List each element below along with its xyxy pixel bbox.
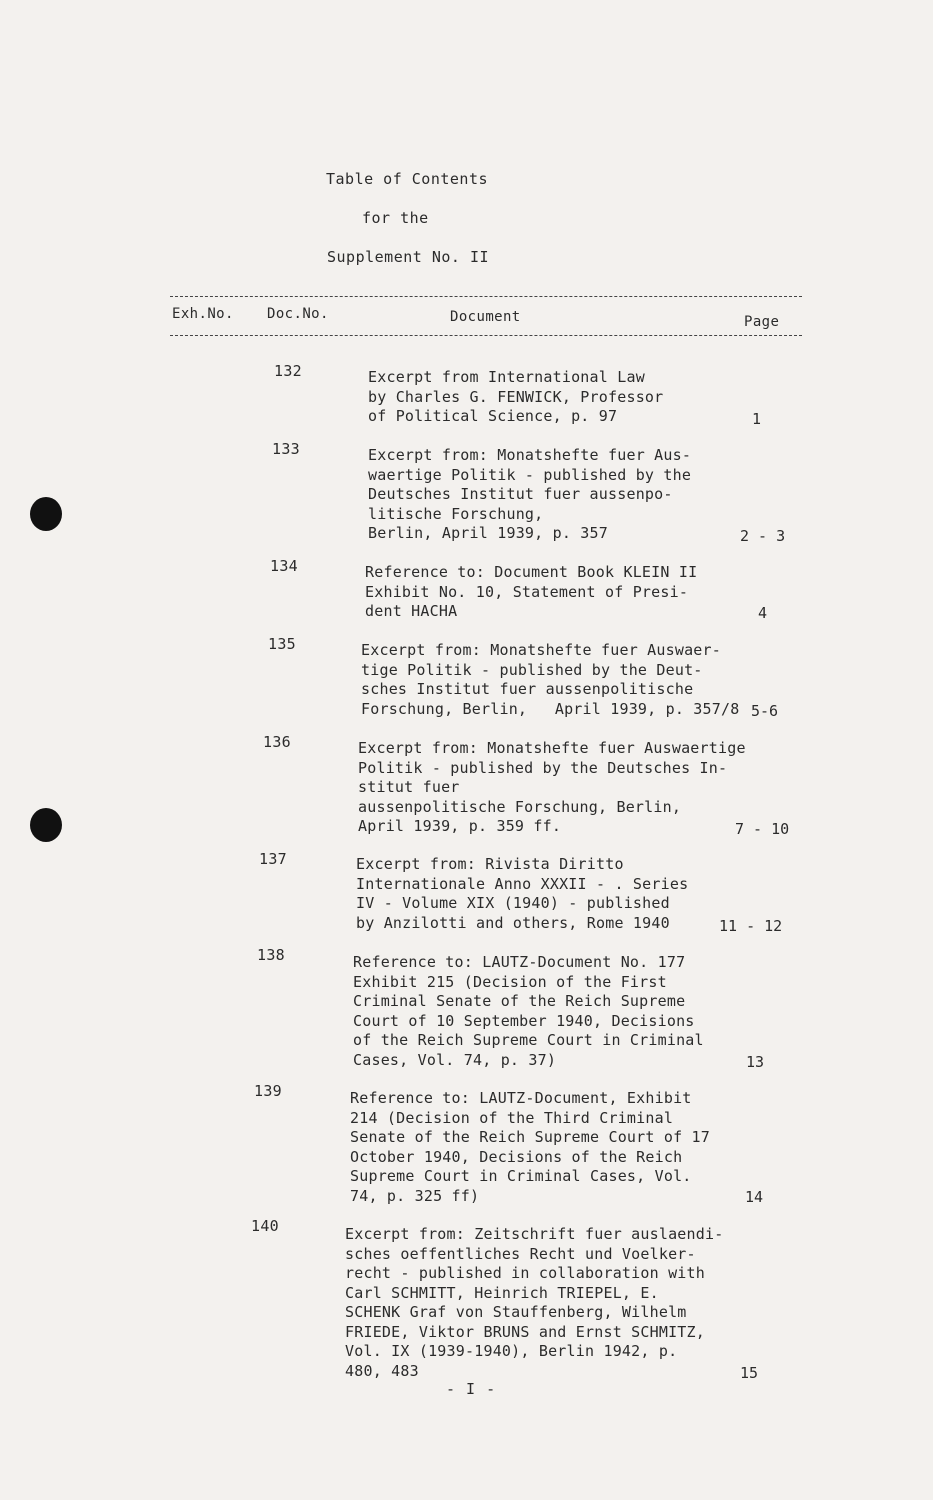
page-reference: 2 - 3 bbox=[740, 527, 786, 545]
description-line: Forschung, Berlin, April 1939, p. 357/8 bbox=[361, 699, 740, 718]
page-reference: 13 bbox=[746, 1053, 765, 1071]
doc-number: 133 bbox=[272, 440, 300, 458]
doc-number: 138 bbox=[257, 946, 285, 964]
description-line: Reference to: LAUTZ-Document No. 177 bbox=[353, 953, 686, 971]
description-line: Excerpt from: Monatshefte fuer Auswaertige bbox=[358, 739, 746, 757]
description-line: of Political Science, p. 97 bbox=[368, 407, 618, 425]
punch-hole bbox=[30, 497, 62, 531]
description-line: by Anzilotti and others, Rome 1940 bbox=[356, 913, 670, 932]
description-line: Reference to: Document Book KLEIN II bbox=[365, 563, 698, 581]
document-description bbox=[356, 855, 688, 933]
header-document: Document bbox=[450, 309, 521, 325]
doc-number: 140 bbox=[251, 1217, 279, 1235]
page-reference: 4 bbox=[758, 604, 768, 622]
header-page: Page bbox=[744, 314, 780, 330]
description-line: stitut fuer bbox=[358, 778, 460, 796]
description-line: by Charles G. FENWICK, Professor bbox=[368, 387, 664, 406]
description-line: IV - Volume XIX (1940) - published bbox=[356, 894, 670, 912]
description-line: sches oeffentliches Recht und Voelker- bbox=[345, 1244, 696, 1263]
page-reference: 7 - 10 bbox=[735, 820, 790, 838]
doc-number: 137 bbox=[259, 850, 287, 868]
document-description bbox=[353, 953, 704, 1070]
title-line-1: Table of Contents bbox=[326, 170, 489, 188]
doc-number: 136 bbox=[263, 733, 291, 751]
doc-number: 132 bbox=[274, 362, 302, 380]
description-line: sches Institut fuer aussenpolitische bbox=[361, 680, 694, 698]
description-line: Cases, Vol. 74, p. 37) bbox=[353, 1050, 557, 1069]
page-reference: 15 bbox=[740, 1364, 759, 1382]
header-doc-no: Doc.No. bbox=[267, 306, 329, 322]
description-line: Vol. IX (1939-1940), Berlin 1942, p. bbox=[345, 1342, 678, 1360]
page-reference: 5-6 bbox=[751, 702, 779, 720]
title-line-3: Supplement No. II bbox=[327, 248, 490, 266]
description-line: Berlin, April 1939, p. 357 bbox=[368, 524, 608, 542]
punch-hole bbox=[30, 808, 62, 842]
header-exh-no: Exh.No. bbox=[172, 306, 234, 322]
document-description bbox=[358, 739, 746, 837]
table-header-rule bbox=[170, 335, 802, 336]
description-line: Politik - published by the Deutsches In- bbox=[358, 758, 728, 777]
description-line: Excerpt from: Monatshefte fuer Auswaer- bbox=[361, 641, 721, 659]
description-line: Internationale Anno XXXII - . Series bbox=[356, 874, 689, 893]
description-line: FRIEDE, Viktor BRUNS and Ernst SCHMITZ, bbox=[345, 1322, 705, 1341]
description-line: Excerpt from: Monatshefte fuer Aus- bbox=[368, 446, 692, 464]
description-line: Court of 10 September 1940, Decisions bbox=[353, 1011, 695, 1030]
description-line: Exhibit 215 (Decision of the First bbox=[353, 972, 667, 991]
document-description bbox=[361, 641, 739, 719]
title-line-2: for the bbox=[362, 209, 429, 227]
table-top-rule bbox=[170, 296, 802, 297]
doc-number: 134 bbox=[270, 557, 298, 575]
description-line: October 1940, Decisions of the Reich bbox=[350, 1147, 683, 1166]
document-description bbox=[365, 563, 697, 622]
description-line: Exhibit No. 10, Statement of Presi- bbox=[365, 582, 689, 601]
description-line: Excerpt from: Rivista Diritto bbox=[356, 855, 624, 873]
description-line: aussenpolitische Forschung, Berlin, bbox=[358, 797, 682, 816]
page-number: - I - bbox=[446, 1380, 497, 1398]
description-line: of the Reich Supreme Court in Criminal bbox=[353, 1031, 704, 1049]
document-description bbox=[368, 368, 663, 427]
document-description bbox=[345, 1225, 723, 1381]
description-line: Excerpt from International Law bbox=[368, 368, 645, 386]
description-line: 214 (Decision of the Third Criminal bbox=[350, 1108, 674, 1127]
page-reference: 14 bbox=[745, 1188, 764, 1206]
description-line: SCHENK Graf von Stauffenberg, Wilhelm bbox=[345, 1303, 687, 1321]
description-line: tige Politik - published by the Deut- bbox=[361, 660, 703, 679]
description-line: Supreme Court in Criminal Cases, Vol. bbox=[350, 1167, 692, 1185]
description-line: waertige Politik - published by the bbox=[368, 465, 692, 484]
doc-number: 139 bbox=[254, 1082, 282, 1100]
description-line: 480, 483 bbox=[345, 1361, 419, 1380]
description-line: Carl SCHMITT, Heinrich TRIEPEL, E. bbox=[345, 1283, 659, 1302]
description-line: litische Forschung, bbox=[368, 504, 544, 523]
document-description bbox=[368, 446, 691, 544]
description-line: Criminal Senate of the Reich Supreme bbox=[353, 992, 686, 1010]
doc-number: 135 bbox=[268, 635, 296, 653]
document-description bbox=[350, 1089, 710, 1206]
page-reference: 1 bbox=[752, 410, 762, 428]
description-line: recht - published in collaboration with bbox=[345, 1264, 705, 1282]
description-line: Deutsches Institut fuer aussenpo- bbox=[368, 485, 673, 503]
description-line: dent HACHA bbox=[365, 602, 458, 620]
page-reference: 11 - 12 bbox=[719, 917, 783, 935]
description-line: Reference to: LAUTZ-Document, Exhibit bbox=[350, 1089, 692, 1107]
description-line: 74, p. 325 ff) bbox=[350, 1186, 480, 1205]
description-line: Excerpt from: Zeitschrift fuer auslaendi- bbox=[345, 1225, 724, 1243]
description-line: April 1939, p. 359 ff. bbox=[358, 817, 562, 835]
description-line: Senate of the Reich Supreme Court of 17 bbox=[350, 1128, 710, 1146]
